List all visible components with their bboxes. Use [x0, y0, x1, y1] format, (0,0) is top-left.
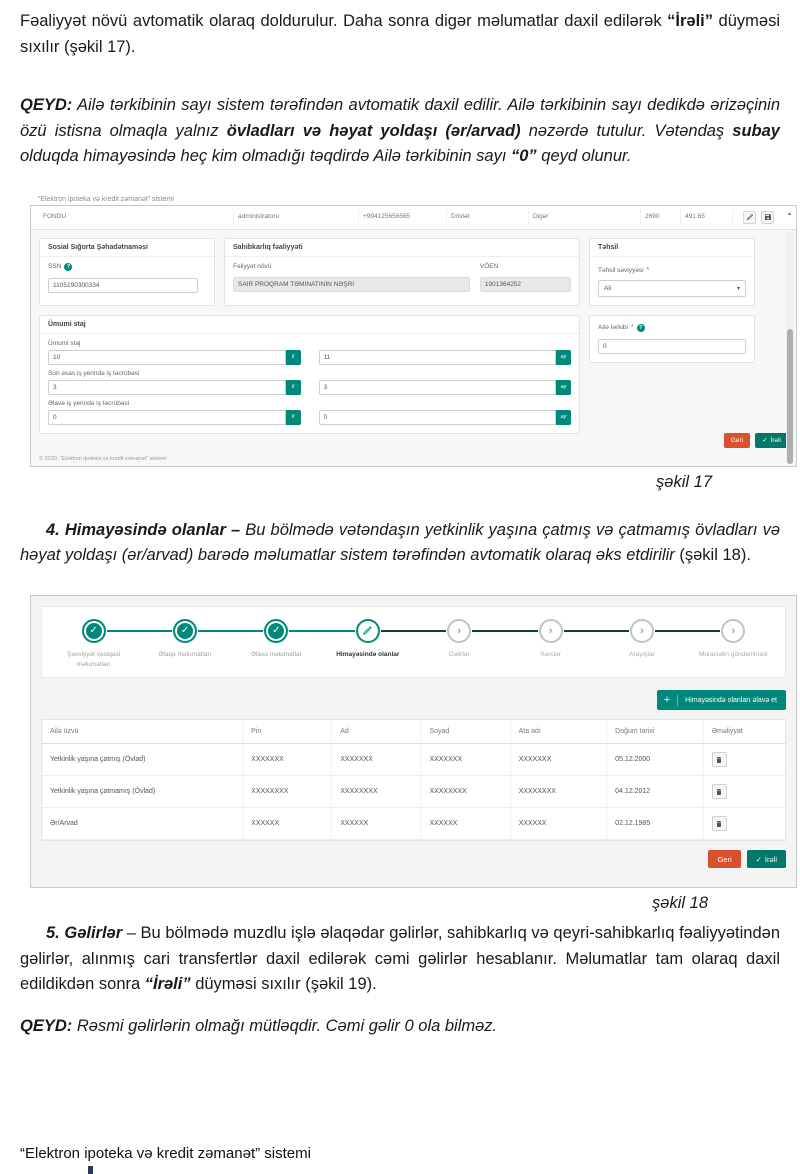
ssn-panel-title: Sosial Sığorta Şəhadətnaməsi: [40, 239, 214, 257]
save-disk-icon[interactable]: [761, 211, 774, 224]
cell-dob: 02.12.1985: [607, 808, 704, 840]
cell-ad: XXXXXXX: [332, 744, 421, 776]
cell-soyad: XXXXXX: [421, 808, 510, 840]
required-asterisk: *: [630, 324, 634, 332]
voen-label: VÖEN: [479, 262, 499, 270]
unit-il-badge: il: [286, 410, 301, 425]
family-size-input[interactable]: [598, 339, 746, 354]
intro-text: Fəaliyyət növü avtomatik olaraq doldurulur. Daha sonra digər məlumatlar daxil edilərək: [20, 12, 668, 30]
ireli-bold: “İrəli”: [667, 12, 713, 30]
cell-ata: XXXXXX: [510, 808, 607, 840]
check-glyph: ✓: [180, 625, 190, 637]
experience-panel-title: Ümumi staj: [40, 316, 579, 334]
delete-trash-icon[interactable]: [712, 752, 727, 767]
note-bold: övladları və həyat yoldaşı (ər/arvad): [226, 121, 521, 140]
chevron-glyph: ›: [640, 624, 644, 637]
section-5-paragraph: [20, 921, 780, 998]
ireli-label: İrəli: [770, 436, 781, 444]
help-icon[interactable]: ?: [64, 263, 72, 271]
col-header: Ata adı: [510, 720, 607, 744]
step-label: Müraciətin göndərilməsi: [698, 650, 768, 658]
staj-row-label: Əlavə iş yerində iş təcrübəsi: [48, 399, 130, 407]
table-row: [42, 744, 785, 776]
family-size-card: [589, 315, 755, 363]
check-icon: [173, 619, 197, 643]
note-text: qeyd olunur.: [536, 147, 632, 166]
section-4-tail: (şəkil 18).: [674, 546, 751, 565]
check-glyph: ✓: [272, 625, 281, 637]
dependents-table: [41, 719, 786, 841]
note-label: QEYD:: [20, 1016, 73, 1035]
activity-label: Fəliyyət növü: [233, 262, 272, 270]
required-asterisk: *: [646, 266, 650, 274]
business-panel-title: Sahibkarlıq fəaliyyəti: [225, 239, 579, 257]
col-header: Ad: [332, 720, 421, 744]
staj-years-input[interactable]: [48, 410, 286, 425]
partial-table-row: [31, 206, 796, 230]
step-contact[interactable]: [139, 619, 230, 670]
note-paragraph: [20, 93, 780, 170]
check-glyph: ✓: [89, 625, 98, 637]
step-label: Əlaqə məlumatları: [158, 650, 212, 658]
help-icon[interactable]: ?: [637, 324, 645, 332]
cell-amount: 491.65: [681, 209, 733, 225]
screenshot-sekil-17: [30, 205, 797, 467]
scrollbar-thumb[interactable]: [787, 329, 793, 464]
section-4-title: 4. Himayəsində olanlar –: [46, 520, 246, 539]
family-size-label: Ailə tərkibi: [598, 324, 628, 332]
section-5-tail: düyməsi sıxılır (şəkil 19).: [190, 975, 377, 994]
check-icon: [264, 619, 288, 643]
cell-ad: XXXXXX: [332, 808, 421, 840]
col-header: Ailə üzvü: [42, 720, 243, 744]
geri-button[interactable]: Geri: [724, 433, 750, 448]
chevron-right-icon: [447, 619, 471, 643]
page-edge-mark: [88, 1166, 93, 1174]
education-level-label: Təhsil səviyyəsi: [598, 266, 644, 274]
note-label: QEYD:: [20, 96, 73, 115]
cell-pin: XXXXXX: [243, 808, 332, 840]
ssn-label: SSN: [48, 263, 62, 271]
cell-ata: XXXXXXXX: [510, 776, 607, 808]
unit-ay-badge: ay: [556, 410, 571, 425]
unit-il-badge: il: [286, 380, 301, 395]
chevron-glyph: ›: [731, 624, 736, 637]
intro-text-tail: düyməsi sıxılır (şəkil 17).: [20, 12, 780, 56]
cell-pin: XXXXXXXX: [243, 776, 332, 808]
chevron-right-icon: [630, 619, 654, 643]
edit-pencil-icon: [356, 619, 380, 643]
intro-paragraph: [20, 9, 780, 60]
cell-fondu: FONDU: [39, 209, 234, 225]
unit-ay-badge: ay: [556, 350, 571, 365]
note-text: Rəsmi gəlirlərin olmağı mütləqdir. Cəmi gəlir 0 ola bilməz.: [72, 1016, 498, 1035]
section-5-title: 5. Gəlirlər: [46, 923, 123, 942]
copyright-text: © 2020. “Elektron ipoteka və kredit zəmanət” sistemi: [39, 455, 167, 462]
screenshot-sekil-18: [30, 595, 797, 888]
cell-ata: XXXXXXX: [510, 744, 607, 776]
vertical-scrollbar[interactable]: [786, 232, 794, 464]
chevron-down-icon: ▾: [736, 285, 740, 292]
col-header: Əməliyyat: [703, 720, 785, 744]
step-label: Şəxsiyyət vəsiqəsi məlumatları: [67, 650, 121, 668]
table-row: [42, 808, 785, 840]
section-5-body: – Bu bölmədə muzdlu işlə əlaqədar gəlirlər, sahibkarlıq və qeyri-sahibkarlıq fəaliyyətindən gəlirlər, alınmış cari transfertlər daxil edilərək cəmi gəlirlər hesablanır. Məlumatlar tam olaraq daxil edildikdən sonra: [20, 923, 780, 994]
step-label: Xərclər: [540, 650, 561, 658]
note-bold: subay: [732, 121, 780, 140]
app-system-label: “Elektron ipoteka və kredit zəmanət” sistemi: [38, 195, 174, 203]
unit-ay-badge: ay: [556, 380, 571, 395]
cell-diger: Digər: [529, 209, 641, 225]
cell-member: Yetkinlik yaşına çatmamış (Övlad): [42, 776, 243, 808]
experience-panel: [39, 315, 580, 434]
staj-row-label: Ümumi staj: [48, 339, 81, 347]
cell-member: Yetkinlik yaşına çatmış (Övlad): [42, 744, 243, 776]
note-text: olduqda himayəsində heç kim olmadığı təqdirdə Ailə tərkibinin sayı: [20, 147, 511, 166]
wizard-stepper: [41, 606, 786, 679]
figure-18-caption: şəkil 18: [652, 893, 708, 912]
col-header: Pin: [243, 720, 332, 744]
chevron-glyph: ›: [457, 624, 462, 637]
step-submit[interactable]: [688, 619, 779, 670]
staj-years-input[interactable]: [48, 350, 286, 365]
check-icon: [82, 619, 106, 643]
ireli-bold-italic: “İrəli”: [144, 975, 191, 994]
step-incomes[interactable]: [414, 619, 505, 670]
document-footer-text: “Elektron ipoteka və kredit zəmanət” sistemi: [20, 1145, 311, 1162]
table-row: [42, 776, 785, 808]
staj-months-input[interactable]: [319, 350, 557, 365]
unit-il-badge: il: [286, 350, 301, 365]
activity-input: [233, 277, 470, 292]
staj-months-input[interactable]: [319, 380, 557, 395]
cell-ad: XXXXXXXX: [332, 776, 421, 808]
section-4-paragraph: [20, 518, 780, 569]
business-panel: [224, 238, 580, 306]
note-text: nəzərdə tutulur. Vətəndaş: [520, 121, 733, 140]
geri-button[interactable]: Geri: [708, 850, 740, 868]
cell-soyad: XXXXXXX: [421, 744, 510, 776]
cell-member: Ər/Arvad: [42, 808, 243, 840]
step-label: Gəlirlər: [448, 650, 470, 658]
delete-trash-icon[interactable]: [712, 784, 727, 799]
chevron-right-icon: [721, 619, 745, 643]
step-references[interactable]: [596, 619, 687, 670]
edit-pencil-icon[interactable]: [743, 211, 756, 224]
ireli-button[interactable]: [755, 433, 788, 448]
table-header-row: [42, 720, 785, 744]
education-level-value: Ali: [604, 284, 612, 292]
section-4-body: Bu bölmədə vətəndaşın yetkinlik yaşına çatmış və çatmamış övladları və həyat yoldaşı (ər/arvad) barədə məlumatlar sistem tərəfindən avtomatik olaraq əks etdirilir: [20, 520, 780, 565]
cell-pin: XXXXXXX: [243, 744, 332, 776]
note-bold: “0”: [511, 147, 537, 166]
step-label: Əlavə məlumatlar: [251, 650, 302, 658]
ssn-panel: [39, 238, 215, 306]
step-identity[interactable]: [48, 619, 139, 670]
step-additional[interactable]: [231, 619, 322, 670]
figure-17-caption: şəkil 17: [656, 472, 712, 491]
check-icon: ✓: [762, 437, 768, 445]
voen-input: [480, 277, 571, 292]
note-2-paragraph: [20, 1014, 780, 1040]
form-area: [31, 230, 782, 466]
education-level-select[interactable]: [598, 280, 746, 297]
add-dependent-button[interactable]: [657, 690, 786, 710]
cell-2690: 2690: [641, 209, 681, 225]
chevron-glyph: ›: [548, 624, 553, 637]
cell-soyad: XXXXXXXX: [421, 776, 510, 808]
education-panel-title: Təhsil: [590, 239, 754, 257]
cell-dob: 05.12.2000: [607, 744, 704, 776]
check-icon: ✓: [755, 854, 762, 864]
add-dependent-label: Himayəsində olanları əlavə et: [685, 696, 777, 704]
step-label: Arayışlar: [629, 650, 655, 658]
ssn-input[interactable]: [48, 278, 198, 293]
cell-phone: +994125656565: [359, 209, 447, 225]
cell-dovlet: Dövlət: [447, 209, 529, 225]
col-header: Soyad: [421, 720, 510, 744]
staj-row-label: Son əsas iş yerində iş təcrübəsi: [48, 369, 140, 377]
staj-years-input[interactable]: [48, 380, 286, 395]
plus-icon: +: [657, 695, 678, 706]
staj-months-input[interactable]: [319, 410, 557, 425]
step-dependents[interactable]: [322, 619, 413, 670]
delete-trash-icon[interactable]: [712, 816, 727, 831]
scroll-up-icon[interactable]: ▲: [787, 210, 792, 217]
chevron-right-icon: [539, 619, 563, 643]
col-header: Doğum tarixi: [607, 720, 704, 744]
cell-dob: 04.12.2012: [607, 776, 704, 808]
education-panel: [589, 238, 755, 306]
step-label: Himayəsində olanlar: [336, 650, 400, 658]
note-text: Ailə tərkibinin sayı sistem tərəfindən avtomatik daxil edilir. Ailə tərkibinin sayı dedikdə ərizəçinin özü istisna olmaqla yalnız: [20, 96, 780, 140]
ireli-button[interactable]: [747, 850, 786, 868]
ireli-label: İrəli: [764, 854, 777, 864]
step-expenses[interactable]: [505, 619, 596, 670]
cell-admin: administratoru: [234, 209, 359, 225]
